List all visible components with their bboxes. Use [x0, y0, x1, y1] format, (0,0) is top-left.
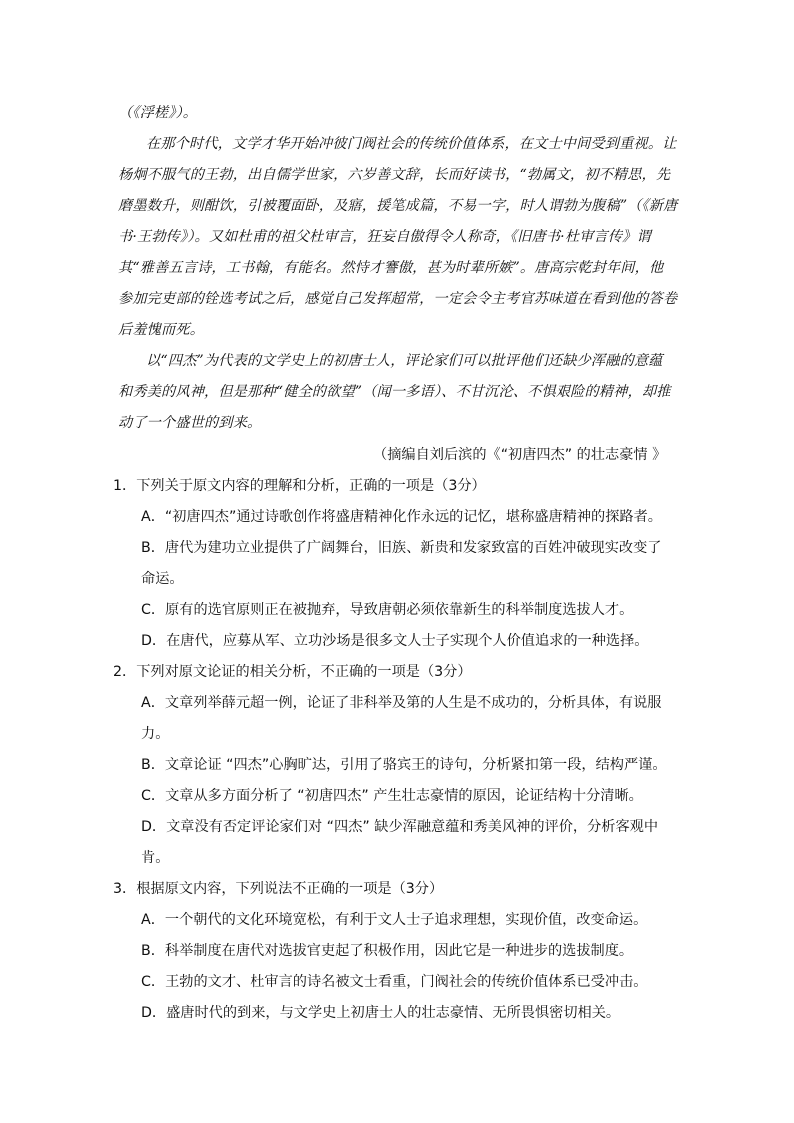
question-3-option-c: C．王勃的文才、杜审言的诗名被文士看重，门阀社会的传统价值体系已受冲击。: [141, 974, 648, 990]
passage-line: 杨炯不服气的王勃，出自儒学世家，六岁善文辞，长而好读书，“勃属文，初不精思，先: [118, 167, 671, 183]
passage-line: 参加完吏部的铨选考试之后，感觉自己发挥超常，一定会令主考官苏味道在看到他的答卷: [118, 291, 678, 307]
passage-line: 动了一个盛世的到来。: [118, 415, 262, 431]
question-3-stem: 3．根据原文内容，下列说法不正确的一项是（3分）: [113, 881, 444, 897]
passage-line: （《浮槎》）。: [118, 105, 198, 121]
passage-line: 和秀美的风神，但是那种“健全的欲望”（闻一多语）、不甘沉沦、不惧艰险的精神，却推: [118, 384, 671, 400]
passage-line: 磨墨数升，则酣饮，引被覆面卧，及寤，援笔成篇，不易一字，时人谓勃为腹稿”（《新唐: [118, 198, 678, 214]
question-3-option-a: A．一个朝代的文化环境宽松，有利于文人士子追求理想，实现价值，改变命运。: [141, 912, 648, 928]
passage-line: 其“雅善五言诗，工书翰，有能名。然恃才謇傲，甚为时辈所嫉”。唐高宗乾封年间，他: [118, 260, 664, 276]
question-2-option-d: D．文章没有否定评论家们对 “四杰” 缺少浑融意蕴和秀美风神的评价，分析客观中: [141, 819, 659, 835]
question-3-option-b: B．科举制度在唐代对选拔官吏起了积极作用，因此它是一种进步的选拔制度。: [141, 943, 634, 959]
question-1-option-b: B．唐代为建功立业提供了广阔舞台，旧族、新贵和发家致富的百姓冲破现实改变了: [141, 540, 662, 556]
question-1-option-d: D．在唐代，应募从军、立功沙场是很多文人士子实现个人价值追求的一种选择。: [141, 633, 649, 649]
question-1-option-c: C．原有的选官原则正在被抛弃，导致唐朝必须依靠新生的科举制度选拔人才。: [141, 602, 634, 618]
question-2-stem: 2．下列对原文论证的相关分析，不正确的一项是（3分）: [113, 664, 472, 680]
question-1-option-b-cont: 命运。: [141, 571, 184, 587]
question-2-option-c: C．文章从多方面分析了 “初唐四杰” 产生壮志豪情的原因，论证结构十分清晰。: [141, 788, 643, 804]
question-2-option-b: B．文章论证 “四杰”心胸旷达，引用了骆宾王的诗句，分析紧扣第一段，结构严谨。: [141, 757, 667, 773]
question-2-option-a: A．文章列举薛元超一例，论证了非科举及第的人生是不成功的，分析具体，有说服: [141, 695, 662, 711]
passage-line: 书·王勃传》）。又如杜甫的祖父杜审言，狂妄自傲得令人称奇，《旧唐书·杜审言传》谓: [118, 229, 651, 245]
passage-source: （摘编自刘后滨的《“初唐四杰” 的壮志豪情 》: [373, 447, 667, 463]
question-2-option-a-cont: 力。: [141, 726, 170, 742]
question-1-stem: 1．下列关于原文内容的理解和分析，正确的一项是（3分）: [113, 478, 486, 494]
question-2-option-d-cont: 肯。: [141, 850, 170, 866]
question-3-option-d: D．盛唐时代的到来，与文学史上初唐士人的壮志豪情、无所畏惧密切相关。: [141, 1005, 621, 1021]
question-1-option-a: A．“初唐四杰”通过诗歌创作将盛唐精神化作永远的记忆，堪称盛唐精神的探路者。: [141, 509, 662, 525]
passage-line: 在那个时代，文学才华开始冲彼门阀社会的传统价值体系，在文士中间受到重视。让: [146, 136, 677, 152]
passage-line: 后羞愧而死。: [118, 322, 205, 338]
passage-line: 以“四杰”为代表的文学史上的初唐士人，评论家们可以批评他们还缺少浑融的意蕴: [146, 353, 663, 369]
